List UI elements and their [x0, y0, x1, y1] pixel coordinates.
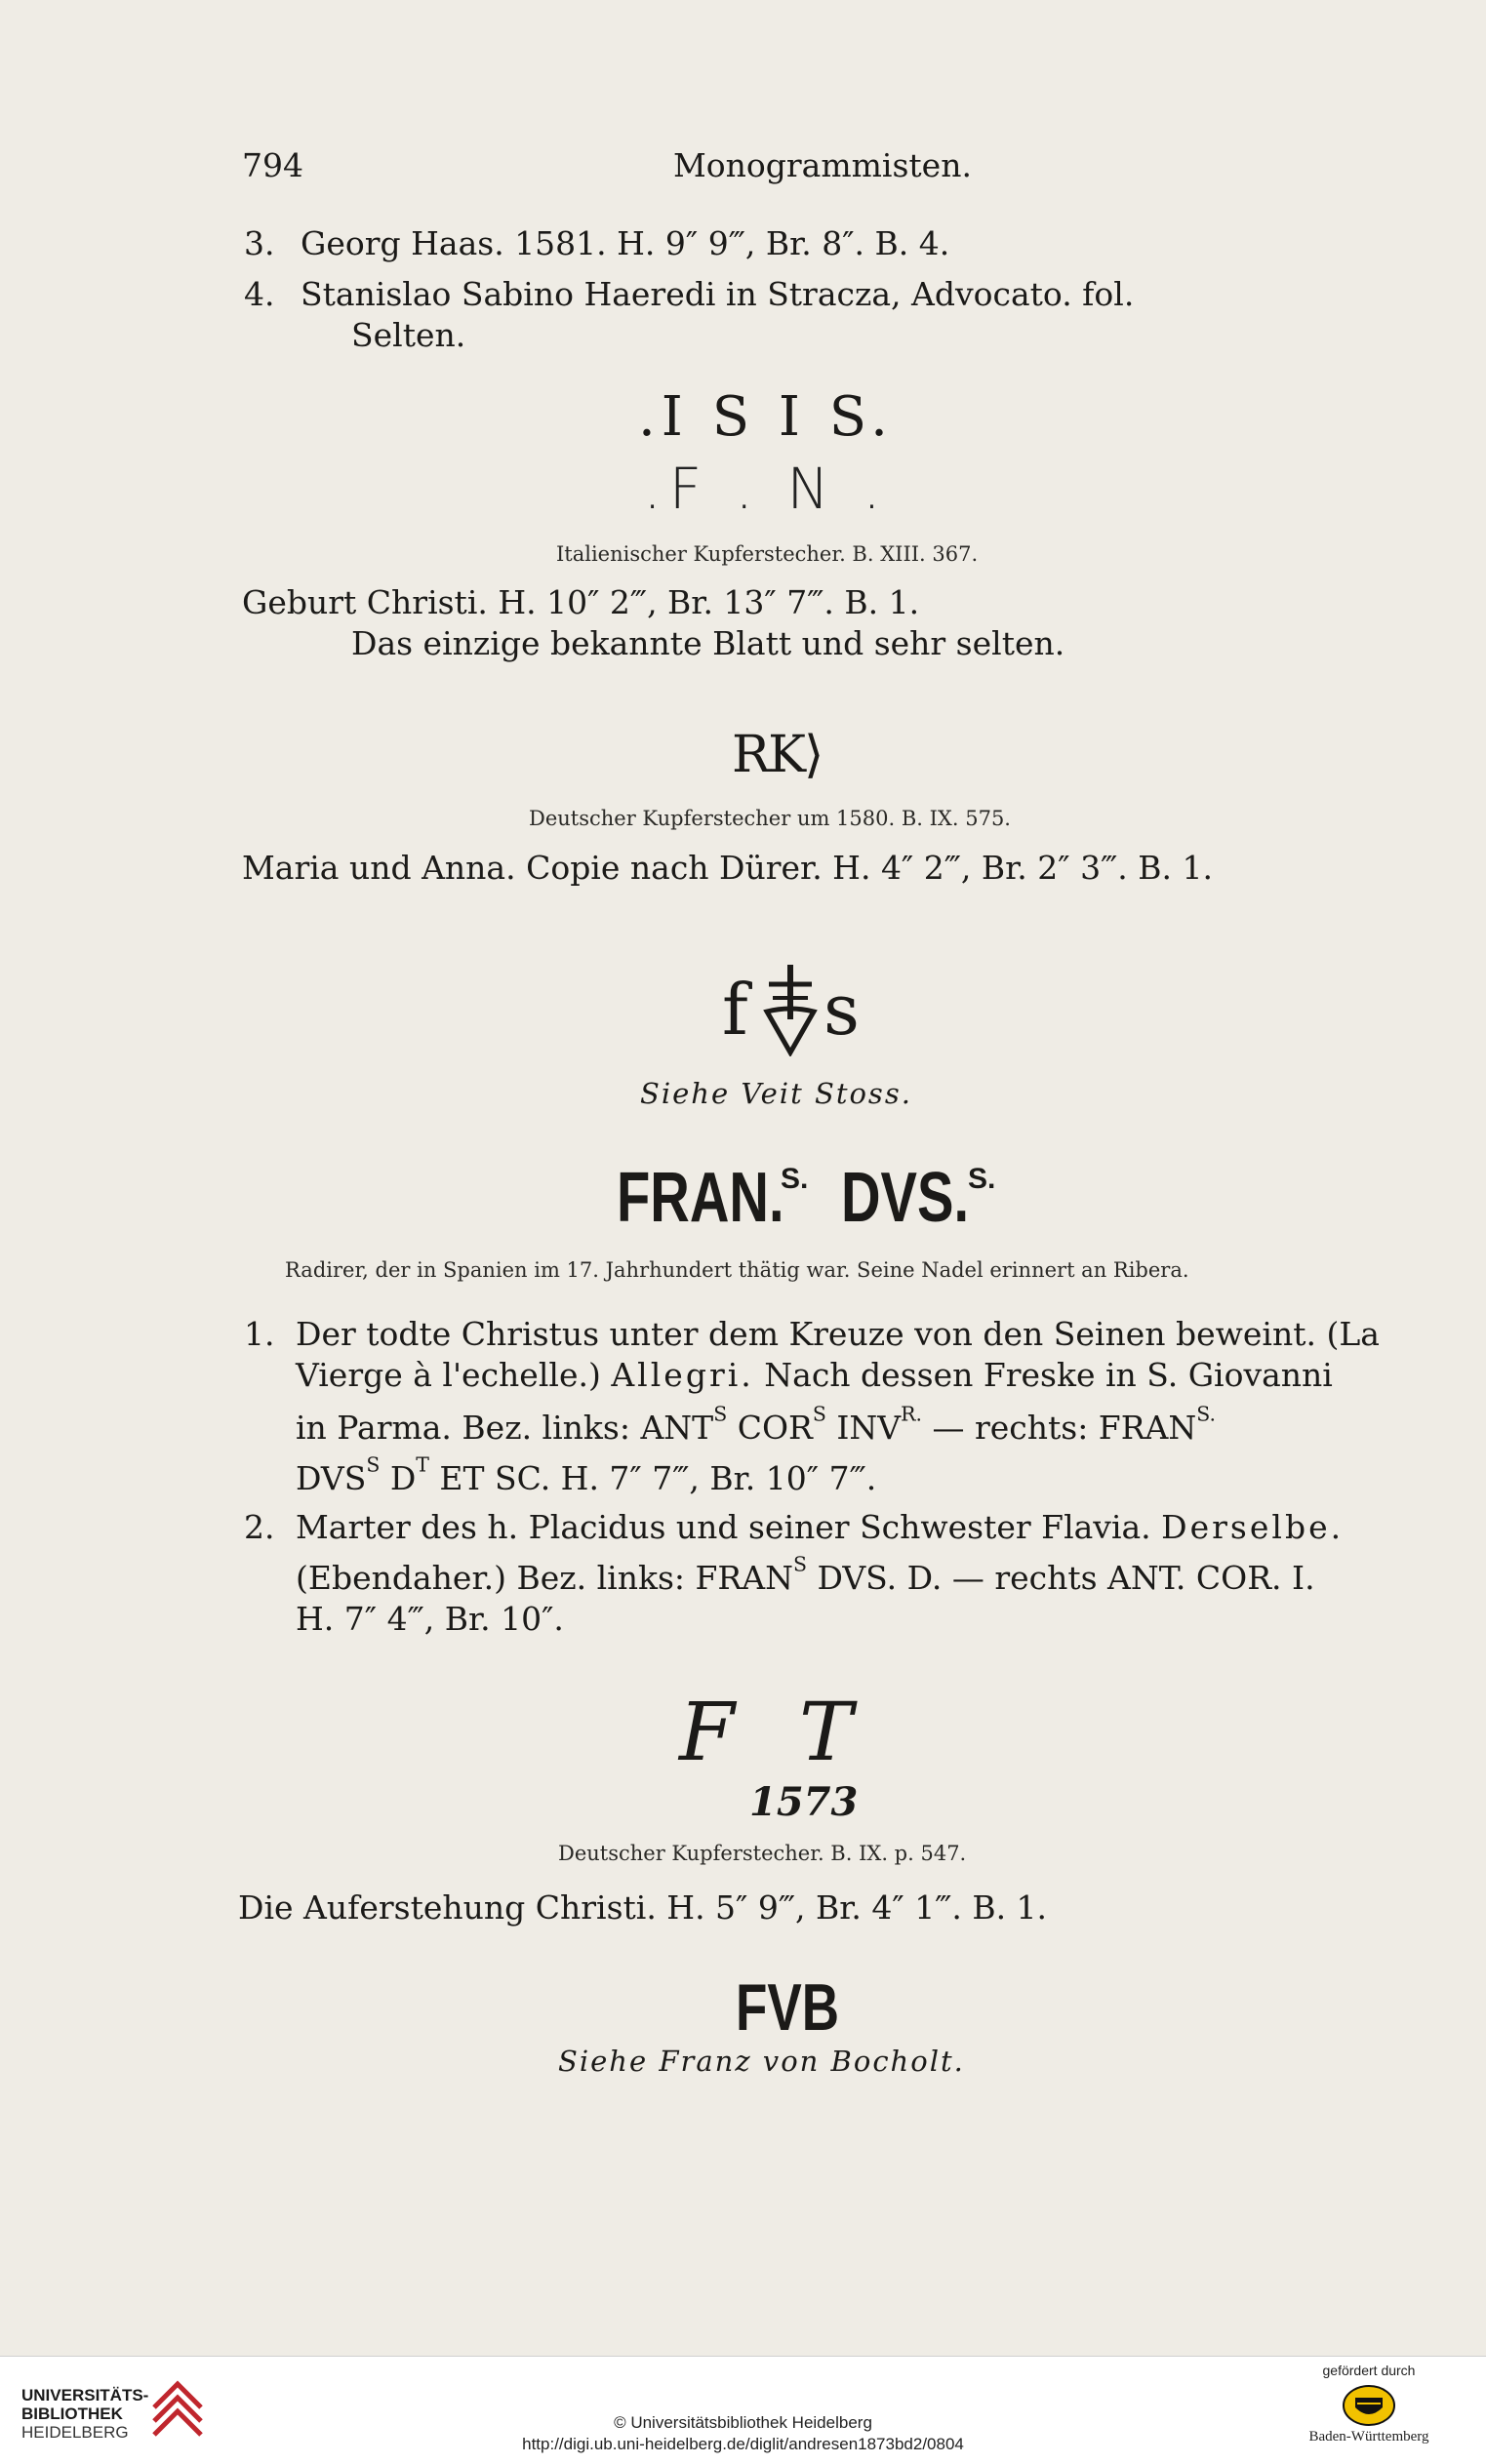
item-1-sup-3: R. — [901, 1402, 922, 1426]
item-1-line-4b: D — [380, 1459, 417, 1497]
entry-maria-und-anna: Maria und Anna. Copie nach Dürer. H. 4″ 2‴, Br. 2″ 3‴. B. 1. — [242, 849, 1213, 887]
see-veit-stoss: Siehe Veit Stoss. — [640, 1077, 912, 1110]
monogram-rk-flourish: ⟩ — [804, 726, 823, 784]
heading-fran-sup: S. — [781, 1163, 809, 1195]
entry-3-number: 3. — [244, 224, 275, 262]
item-1-number: 1. — [244, 1315, 275, 1353]
running-title: Monogrammisten. — [673, 146, 972, 184]
entry-4-number: 4. — [244, 275, 275, 313]
heading-dvs: DVS. — [841, 1159, 970, 1237]
item-1-line-3c: INV — [825, 1409, 902, 1447]
heading-fvb: FVB — [736, 1970, 840, 2045]
monogram-ft: F T — [679, 1687, 872, 1779]
entry-4-text: Stanislao Sabino Haeredi in Stracza, Advocato. fol. — [301, 275, 1135, 313]
monogram-ff-caption: Italienischer Kupferstecher. B. XIII. 367. — [556, 542, 979, 566]
item-1-artist: Allegri. — [611, 1356, 754, 1394]
footer-bar — [0, 2356, 1486, 2464]
item-1-sup-5: S — [366, 1452, 381, 1477]
sponsor-name: Baden-Württemberg — [1308, 2429, 1429, 2444]
monogram-fs — [722, 961, 878, 1058]
page-number: 794 — [242, 146, 303, 184]
item-2-line-3: H. 7″ 4‴, Br. 10″. — [296, 1600, 564, 1638]
see-franz-von-bocholt: Siehe Franz von Bocholt. — [558, 2045, 965, 2078]
library-line-1: UNIVERSITÄTS- — [21, 2386, 149, 2404]
state-crest-icon — [1342, 2384, 1396, 2427]
item-2-artist: Derselbe. — [1161, 1508, 1345, 1546]
heading-fran: FRAN. — [617, 1159, 784, 1237]
item-1-line-4c: ET SC. H. 7″ 7‴, Br. 10″ 7‴. — [428, 1459, 877, 1497]
item-1-line-1: Der todte Christus unter dem Kreuze von den Seinen beweint. (La — [296, 1315, 1380, 1353]
item-1-line-3a: in Parma. Bez. links: ANT — [296, 1409, 714, 1447]
item-2-line-2a: (Ebendaher.) Bez. links: FRAN — [296, 1559, 793, 1597]
item-2-line-1a: Marter des h. Placidus und seiner Schwester Flavia. — [296, 1508, 1151, 1546]
cross-heart-icon — [759, 963, 822, 1056]
item-2-number: 2. — [244, 1508, 275, 1546]
entry-geburt-note: Das einzige bekannte Blatt und sehr selten. — [351, 624, 1065, 662]
item-1-line-3d: — rechts: FRAN — [921, 1409, 1197, 1447]
item-1-sup-4: S. — [1196, 1402, 1217, 1426]
item-1-sup-2: S — [812, 1402, 826, 1426]
heading-dvs-sup: S. — [968, 1163, 996, 1195]
item-1-sup-6: T — [416, 1452, 429, 1477]
item-1-line-4 — [296, 1452, 877, 1498]
item-1-line-2c: Nach dessen Freske in S. Giovanni — [764, 1356, 1333, 1394]
monogram-fs-s: s — [823, 969, 860, 1051]
item-1-line-3 — [296, 1402, 1217, 1448]
entry-4-note: Selten. — [351, 316, 466, 354]
sponsor-label: gefördert durch — [1322, 2363, 1416, 2378]
item-1-line-2a: Vierge à l'echelle.) — [296, 1356, 601, 1394]
item-1-line-4a: DVS — [296, 1459, 367, 1497]
fran-dvs-caption: Radirer, der in Spanien im 17. Jahrhundert thätig war. Seine Nadel erinnert an Ribera. — [285, 1258, 1189, 1282]
monogram-fs-f: f — [722, 969, 748, 1051]
item-1-line-3b: COR — [727, 1409, 813, 1447]
entry-3-text: Georg Haas. 1581. H. 9″ 9‴, Br. 8″. B. 4. — [301, 224, 950, 262]
monogram-ft-caption: Deutscher Kupferstecher. B. IX. p. 547. — [558, 1842, 967, 1865]
monogram-ft-year: 1573 — [749, 1779, 859, 1825]
entry-geburt-christi: Geburt Christi. H. 10″ 2‴, Br. 13″ 7‴. B. 1. — [242, 583, 920, 621]
library-line-2: BIBLIOTHEK — [21, 2404, 123, 2423]
item-1-line-2 — [296, 1356, 1333, 1395]
monogram-isis: .I S I S. — [638, 385, 894, 449]
library-line-3: HEIDELBERG — [21, 2423, 129, 2442]
entry-auferstehung-christi: Die Auferstehung Christi. H. 5″ 9‴, Br. 4″ 1‴. B. 1. — [238, 1888, 1048, 1927]
item-2-line-1 — [296, 1508, 1344, 1547]
monogram-rk-caption: Deutscher Kupferstecher um 1580. B. IX. 575. — [529, 807, 1011, 830]
monogram-rk — [732, 728, 822, 782]
item-2-sup-1: S — [792, 1552, 807, 1576]
footer-copyright: © Universitätsbibliothek Heidelberg — [614, 2413, 872, 2432]
item-1-sup-1: S — [713, 1402, 728, 1426]
monogram-rk-letters: RK — [732, 726, 804, 784]
monogram-fn: .F . N . — [643, 456, 889, 522]
item-2-line-2b: DVS. D. — rechts ANT. COR. I. — [806, 1559, 1315, 1597]
sponsor — [1291, 2363, 1447, 2445]
footer-url[interactable]: http://digi.ub.uni-heidelberg.de/diglit/andresen1873bd2/0804 — [522, 2435, 964, 2453]
item-2-line-2 — [296, 1552, 1315, 1598]
